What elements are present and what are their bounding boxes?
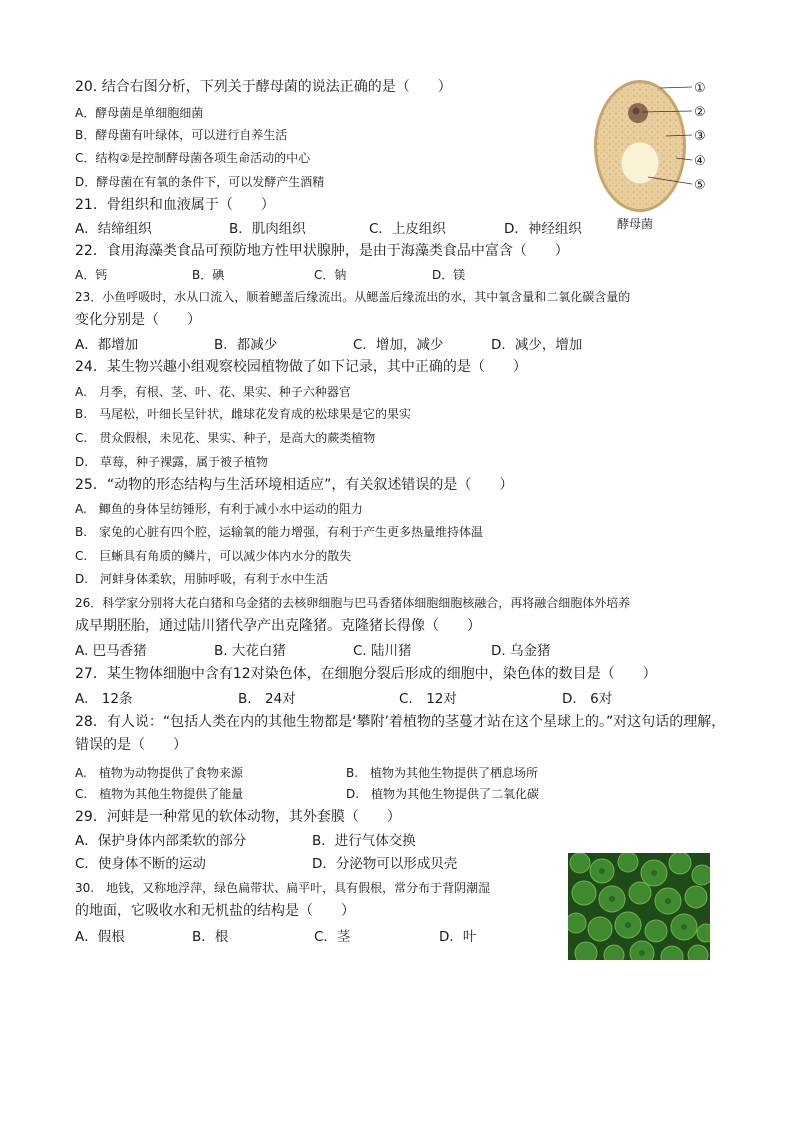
question-22-option-d: D．镁 bbox=[432, 268, 466, 282]
question-25-stem: 25．“动物的形态结构与生活环境相适应”，有关叙述错误的是（ ） bbox=[75, 477, 514, 493]
nucleolus bbox=[633, 108, 640, 115]
question-20-option-b: B．酵母菌有叶绿体，可以进行自养生活 bbox=[75, 128, 288, 142]
question-28-option-d: D. 植物为其他生物提供了二氧化碳 bbox=[346, 787, 540, 801]
question-21-option-a: A．结缔组织 bbox=[75, 221, 152, 237]
question-26-stem-line1: 26．科学家分别将大花白猪和乌金猪的去核卵细胞与巴马香猪体细胞细胞核融合，再将融合细胞体外培养 bbox=[75, 596, 631, 610]
label-2: ② bbox=[694, 105, 706, 120]
question-22-option-b: B．碘 bbox=[192, 268, 225, 282]
question-20-option-a: A．酵母菌是单细胞细菌 bbox=[75, 106, 204, 120]
question-24-stem: 24．某生物兴趣小组观察校园植物做了如下记录，其中正确的是（ ） bbox=[75, 359, 527, 375]
label-5: ⑤ bbox=[694, 178, 706, 193]
yeast-cell-figure bbox=[590, 76, 720, 236]
question-30-stem-line1: 30. 地钱，又称地浮萍，绿色扁带状、扁平叶，具有假根，常分布于背阴潮湿 bbox=[75, 881, 491, 895]
question-30-option-c: C．茎 bbox=[314, 929, 351, 945]
question-21-stem: 21．骨组织和血液属于（ ） bbox=[75, 197, 275, 213]
question-25-option-b: B. 家兔的心脏有四个腔，运输氧的能力增强，有利于产生更多热量维持体温 bbox=[75, 525, 484, 539]
question-27-option-a: A. 12条 bbox=[75, 691, 133, 707]
question-29-option-d: D．分泌物可以形成贝壳 bbox=[312, 856, 458, 872]
question-25-option-c: C. 巨蜥具有角质的鳞片，可以减少体内水分的散失 bbox=[75, 549, 352, 563]
question-23-stem-line1: 23．小鱼呼吸时，水从口流入，顺着鳃盖后缘流出。从鳃盖后缘流出的水，其中氧含量和二氧化碳含量的 bbox=[75, 290, 631, 304]
question-28-option-c: C. 植物为其他生物提供了能量 bbox=[75, 787, 244, 801]
question-29-stem: 29．河蚌是一种常见的软体动物，其外套膜（ ） bbox=[75, 809, 401, 825]
question-22-stem: 22．食用海藻类食品可预防地方性甲状腺肿，是由于海藻类食品中富含（ ） bbox=[75, 243, 569, 259]
question-22-option-c: C．钠 bbox=[314, 268, 347, 282]
question-24-option-d: D. 草莓，种子裸露，属于被子植物 bbox=[75, 455, 269, 469]
question-27-option-d: D. 6对 bbox=[562, 691, 613, 707]
yeast-caption: 酵母菌 bbox=[617, 217, 654, 231]
question-20-stem: 20. 结合右图分析，下列关于酵母菌的说法正确的是（ ） bbox=[75, 79, 452, 95]
question-24-option-c: C. 贯众假根，未见花、果实、种子，是高大的蕨类植物 bbox=[75, 431, 376, 445]
label-1: ① bbox=[694, 81, 706, 96]
question-24-option-a: A. 月季，有根、茎、叶、花、果实、种子六种器官 bbox=[75, 385, 351, 399]
question-26-option-a: A. 巴马香猪 bbox=[75, 643, 147, 659]
label-4: ④ bbox=[694, 154, 706, 169]
question-27-stem: 27．某生物体细胞中含有12对染色体，在细胞分裂后形成的细胞中，染色体的数目是（ ） bbox=[75, 666, 657, 682]
question-26-stem-line2: 成早期胚胎，通过陆川猪代孕产出克隆猪。克隆猪长得像（ ） bbox=[75, 618, 481, 634]
question-26-option-d: D. 乌金猪 bbox=[491, 643, 551, 659]
question-28-option-a: A. 植物为动物提供了食物来源 bbox=[75, 766, 243, 780]
liverwort-photo bbox=[568, 853, 710, 960]
question-23-option-a: A．都增加 bbox=[75, 337, 139, 353]
question-21-option-b: B．肌肉组织 bbox=[229, 221, 306, 237]
question-26-option-b: B. 大花白猪 bbox=[214, 643, 286, 659]
question-21-option-c: C．上皮组织 bbox=[369, 221, 446, 237]
question-23-option-c: C．增加，减少 bbox=[353, 337, 444, 353]
question-20-option-c: C．结构②是控制酵母菌各项生命活动的中心 bbox=[75, 151, 311, 165]
question-29-option-b: B．进行气体交换 bbox=[312, 833, 416, 849]
question-29-option-a: A．保护身体内部柔软的部分 bbox=[75, 833, 247, 849]
question-29-option-c: C．使身体不断的运动 bbox=[75, 856, 206, 872]
pointer-line-1 bbox=[660, 87, 692, 88]
question-30-stem-line2: 的地面，它吸收水和无机盐的结构是（ ） bbox=[75, 903, 355, 919]
question-28-stem-line1: 28．有人说：“包括人类在内的其他生物都是‘攀附’着植物的茎蔓才站在这个星球上的。”对这句话的理解， bbox=[75, 714, 726, 730]
question-30-option-b: B．根 bbox=[192, 929, 229, 945]
liverwort-image bbox=[568, 853, 710, 960]
question-27-option-c: C. 12对 bbox=[399, 691, 457, 707]
question-21-option-d: D．神经组织 bbox=[504, 221, 582, 237]
label-3: ③ bbox=[694, 129, 706, 144]
yeast-cell-diagram bbox=[590, 76, 720, 236]
question-20-option-d: D．酵母菌在有氧的条件下，可以发酵产生酒精 bbox=[75, 175, 325, 189]
question-30-option-a: A．假根 bbox=[75, 929, 125, 945]
question-30-option-d: D．叶 bbox=[439, 929, 477, 945]
question-23-option-d: D．减少，增加 bbox=[491, 337, 583, 353]
question-24-option-b: B. 马尾松，叶细长呈针状，雌球花发育成的松球果是它的果实 bbox=[75, 407, 412, 421]
question-23-option-b: B．都减少 bbox=[214, 337, 278, 353]
question-28-option-b: B. 植物为其他生物提供了栖息场所 bbox=[346, 766, 539, 780]
question-22-option-a: A．钙 bbox=[75, 268, 108, 282]
question-25-option-d: D. 河蚌身体柔软，用肺呼吸，有利于水中生活 bbox=[75, 572, 329, 586]
question-26-option-c: C. 陆川猪 bbox=[353, 643, 412, 659]
question-27-option-b: B. 24对 bbox=[238, 691, 296, 707]
question-25-option-a: A. 鲫鱼的身体呈纺锤形，有利于减小水中运动的阻力 bbox=[75, 502, 363, 516]
question-28-stem-line2: 错误的是（ ） bbox=[75, 737, 187, 753]
question-23-stem-line2: 变化分别是（ ） bbox=[75, 312, 201, 328]
